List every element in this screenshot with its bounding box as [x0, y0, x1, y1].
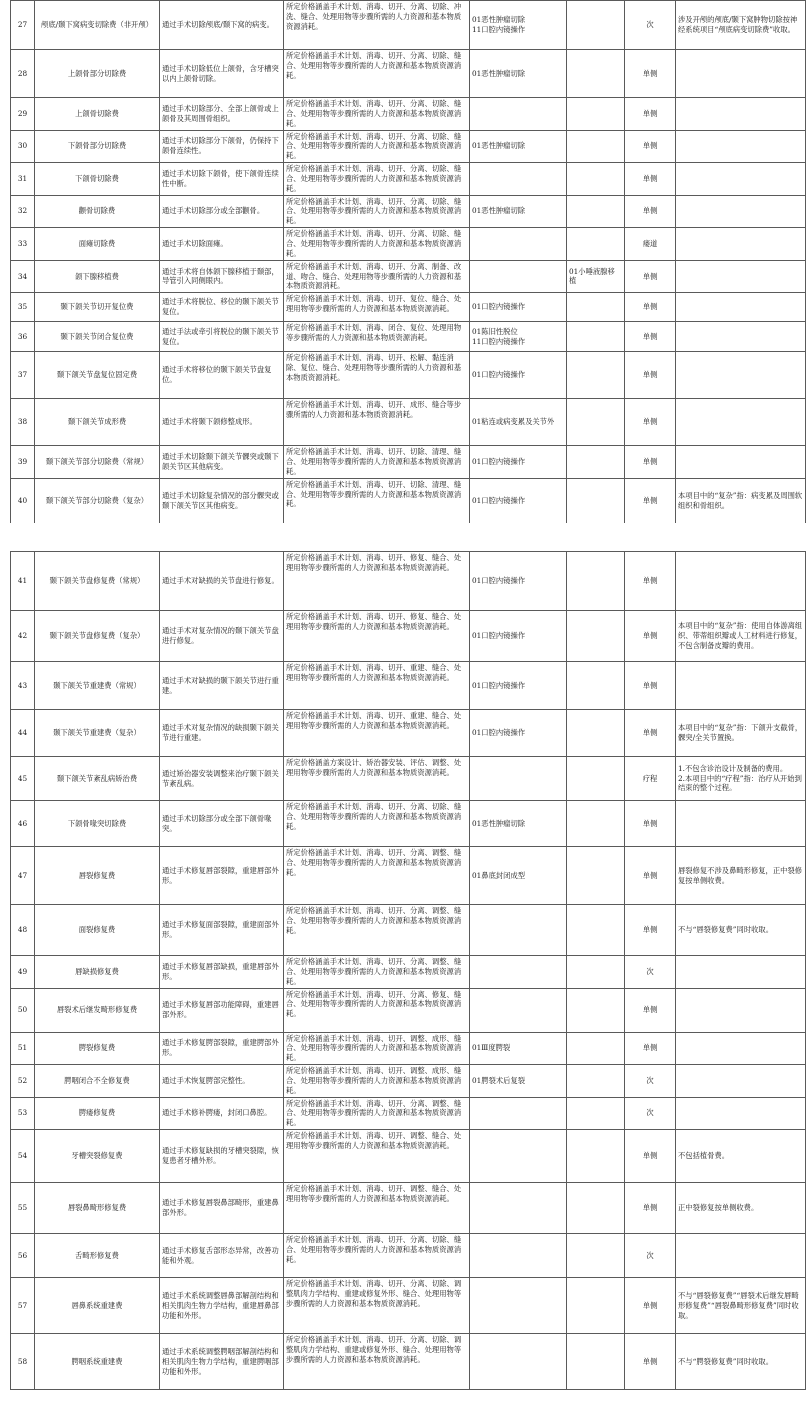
remarks [676, 1234, 806, 1278]
item-name: 颞下颌关节成形费 [35, 399, 160, 446]
item-description: 通过手术切除部分或全部下颌骨喙突。 [160, 801, 284, 847]
item-name: 颧骨切除费 [35, 195, 160, 228]
remarks: 不与“腭裂修复费”同时收取。 [676, 1334, 806, 1390]
remarks: 不与“唇裂修复费”同时收取。 [676, 905, 806, 956]
table-row [11, 988, 806, 1032]
billing-unit: 次 [625, 956, 676, 989]
row-number: 44 [11, 710, 35, 757]
extension-item-2 [567, 1, 625, 50]
item-description: 通过手术修复腭部裂隙，重建腭部外形。 [160, 1032, 284, 1065]
extension-item-2 [567, 1334, 625, 1390]
item-description: 通过手术修复唇部裂隙，重建唇部外形。 [160, 847, 284, 905]
extension-item-2 [567, 1065, 625, 1098]
billing-unit: 单侧 [625, 662, 676, 710]
extension-item-2 [567, 399, 625, 446]
row-number: 33 [11, 228, 35, 261]
row-number: 45 [11, 757, 35, 801]
extension-item-2 [567, 905, 625, 956]
billing-unit: 瘘道 [625, 228, 676, 261]
item-description: 通过手术对复杂情况的颞下颌关节盘进行修复。 [160, 611, 284, 662]
row-number: 29 [11, 98, 35, 131]
extension-item: 01恶性肿瘤切除 11口腔内镜操作 [470, 1, 567, 50]
remarks [676, 446, 806, 479]
item-description: 通过手术系统调整唇鼻部解剖结构和相关肌肉生物力学结构，重建唇鼻部功能和外形。 [160, 1278, 284, 1334]
table-row [11, 195, 806, 228]
price-content: 所定价格涵盖手术计划、消毒、切开、分离、调整、缝合、处理用物等步骤所需的人力资源和基本物质资源消耗。 [284, 956, 470, 989]
row-number: 46 [11, 801, 35, 847]
table-row [11, 611, 806, 662]
extension-item: 01口腔内镜操作 [470, 552, 567, 611]
item-description: 通过手术修复缺损的牙槽突裂隙，恢复患者牙槽外形。 [160, 1130, 284, 1183]
extension-item-2 [567, 1278, 625, 1334]
item-description: 通过手术修复舌部形态异常，改善功能和外观。 [160, 1234, 284, 1278]
extension-item-2 [567, 1130, 625, 1183]
billing-unit: 单侧 [625, 399, 676, 446]
remarks: 本项目中的“复杂”指：下颌升支截骨，髁突/全关节置换。 [676, 710, 806, 757]
item-name: 牙槽突裂修复费 [35, 1130, 160, 1183]
row-number: 39 [11, 446, 35, 479]
extension-item-2 [567, 478, 625, 524]
billing-unit: 单侧 [625, 710, 676, 757]
remarks: 正中裂修复按单侧收费。 [676, 1183, 806, 1234]
item-description: 通过手术修补腭瘘，封闭口鼻腔。 [160, 1097, 284, 1130]
row-number: 56 [11, 1234, 35, 1278]
billing-unit: 单侧 [625, 50, 676, 98]
remarks [676, 1065, 806, 1098]
price-content: 所定价格涵盖手术计划、消毒、切开、松解、黏连消除、复位、缝合、处理用物等步骤所需的人力资源和基本物质资源消耗。 [284, 352, 470, 399]
billing-unit: 单侧 [625, 988, 676, 1032]
price-content: 所定价格涵盖手术计划、消毒、切开、分离、切除、缝合、处理用物等步骤所需的人力资源和基本物质资源消耗。 [284, 1234, 470, 1278]
table-row [11, 956, 806, 989]
billing-unit: 单侧 [625, 1130, 676, 1183]
price-content: 所定价格涵盖手术计划、消毒、闭合、复位、处理用物等步骤所需的人力资源和基本物质资源消耗。 [284, 322, 470, 352]
remarks [676, 322, 806, 352]
item-name: 唇裂术后继发畸形修复费 [35, 988, 160, 1032]
billing-unit: 单侧 [625, 98, 676, 131]
item-description: 通过手术对缺损的关节盘进行修复。 [160, 552, 284, 611]
item-name: 腭裂修复费 [35, 1032, 160, 1065]
billing-unit: 单侧 [625, 195, 676, 228]
item-description: 通过手术对复杂情况的缺损颞下颌关节进行重建。 [160, 710, 284, 757]
extension-item-2 [567, 988, 625, 1032]
remarks [676, 956, 806, 989]
extension-item-2 [567, 352, 625, 399]
extension-item-2 [567, 446, 625, 479]
item-description: 通过手术切除面瘫。 [160, 228, 284, 261]
price-content: 所定价格涵盖手术计划、消毒、切开、分离、切除、缝合、处理用物等步骤所需的人力资源和基本物质资源消耗。 [284, 130, 470, 163]
remarks: 本项目中的“复杂”指：病变累及周围软组织和骨组织。 [676, 478, 806, 524]
remarks: 涉及开颅的颅底/颞下窝肿物切除按神经系统项目“颅底病变切除费”收取。 [676, 1, 806, 50]
price-content: 所定价格涵盖手术计划、消毒、切开、分离、切除、调整肌肉力学结构、重建或修复外形、缝合、处理用物等步骤所需的人力资源和基本物质资源消耗。 [284, 1278, 470, 1334]
row-number: 27 [11, 1, 35, 50]
extension-item: 01口腔内镜操作 [470, 662, 567, 710]
extension-item [470, 956, 567, 989]
table-row [11, 1334, 806, 1390]
item-name: 腭咽系统重建费 [35, 1334, 160, 1390]
item-description: 通过手术将脱位、移位的颞下颌关节复位。 [160, 293, 284, 322]
billing-unit: 单侧 [625, 478, 676, 524]
price-content: 所定价格涵盖手术计划、消毒、切开、分离、切除、缝合、处理用物等步骤所需的人力资源和基本物质资源消耗。 [284, 50, 470, 98]
price-content: 所定价格涵盖手术计划、消毒、切开、修复、缝合、处理用物等步骤所需的人力资源和基本物质资源消耗。 [284, 611, 470, 662]
fee-table-lower [10, 551, 806, 1390]
billing-unit: 单侧 [625, 611, 676, 662]
price-content: 所定价格涵盖手术计划、消毒、切开、切除、清理、缝合、处理用物等步骤所需的人力资源和基本物质资源消耗。 [284, 478, 470, 524]
extension-item-2 [567, 50, 625, 98]
billing-unit: 单侧 [625, 130, 676, 163]
price-content: 所定价格涵盖手术计划、消毒、切开、分离、切除、冲洗、缝合、处理用物等步骤所需的人力资源和基本物质资源消耗。 [284, 1, 470, 50]
item-name: 颞下颌关节重建费（常规） [35, 662, 160, 710]
billing-unit: 单侧 [625, 847, 676, 905]
billing-unit: 单侧 [625, 446, 676, 479]
row-number: 30 [11, 130, 35, 163]
remarks [676, 228, 806, 261]
item-description: 通过手术切除颅底/颞下窝的病变。 [160, 1, 284, 50]
item-description: 通过手术将颞下颌修整成形。 [160, 399, 284, 446]
row-number: 51 [11, 1032, 35, 1065]
price-content: 所定价格涵盖方案设计、矫治器安装、评估、调整、处理用物等步骤所需的人力资源和基本物质资源消耗。 [284, 757, 470, 801]
row-number: 42 [11, 611, 35, 662]
extension-item-2 [567, 228, 625, 261]
item-description: 通过手术切除部分或全部颧骨。 [160, 195, 284, 228]
extension-item [470, 1130, 567, 1183]
extension-item: 01陈旧性脱位 11口腔内镜操作 [470, 322, 567, 352]
price-content: 所定价格涵盖手术计划、消毒、切开、调整、成形、缝合、处理用物等步骤所需的人力资源和基本物质资源消耗。 [284, 1065, 470, 1098]
row-number: 41 [11, 552, 35, 611]
item-name: 颞下颌关节切开复位费 [35, 293, 160, 322]
remarks [676, 1032, 806, 1065]
price-content: 所定价格涵盖手术计划、消毒、切开、调整、成形、缝合、处理用物等步骤所需的人力资源和基本物质资源消耗。 [284, 1032, 470, 1065]
item-description: 通过矫治器安装调整来治疗颞下颌关节紊乱病。 [160, 757, 284, 801]
table-row [11, 352, 806, 399]
extension-item-2 [567, 1032, 625, 1065]
price-content: 所定价格涵盖手术计划、消毒、切开、切除、清理、缝合、处理用物等步骤所需的人力资源和基本物质资源消耗。 [284, 446, 470, 479]
remarks [676, 352, 806, 399]
extension-item-2 [567, 801, 625, 847]
extension-item [470, 905, 567, 956]
billing-unit: 次 [625, 1065, 676, 1098]
billing-unit: 次 [625, 1097, 676, 1130]
price-content: 所定价格涵盖手术计划、消毒、切开、复位、缝合、处理用物等步骤所需的人力资源和基本物质资源消耗。 [284, 293, 470, 322]
item-name: 唇裂鼻畸形修复费 [35, 1183, 160, 1234]
extension-item [470, 757, 567, 801]
item-description: 通过手术切除复杂情况的部分髁突或颞下颌关节区其他病变。 [160, 478, 284, 524]
extension-item: 01腭裂术后复裂 [470, 1065, 567, 1098]
remarks: 不与“唇裂修复费”“唇裂术后继发唇畸形修复费”“唇裂鼻畸形修复费”同时收取。 [676, 1278, 806, 1334]
price-content: 所定价格涵盖手术计划、消毒、切开、调整、缝合、处理用物等步骤所需的人力资源和基本物质资源消耗。 [284, 1183, 470, 1234]
row-number: 58 [11, 1334, 35, 1390]
table-row [11, 1183, 806, 1234]
price-content: 所定价格涵盖手术计划、消毒、切开、重建、缝合、处理用物等步骤所需的人力资源和基本物质资源消耗。 [284, 710, 470, 757]
table-row [11, 757, 806, 801]
price-content: 所定价格涵盖手术计划、消毒、切开、分离、切除、缝合、处理用物等步骤所需的人力资源和基本物质资源消耗。 [284, 163, 470, 196]
extension-item-2 [567, 195, 625, 228]
item-name: 下颌骨喙突切除费 [35, 801, 160, 847]
item-description: 通过手术修复唇裂鼻部畸形，重建鼻部外形。 [160, 1183, 284, 1234]
item-name: 颌下腺移植费 [35, 260, 160, 293]
row-number: 47 [11, 847, 35, 905]
extension-item [470, 1097, 567, 1130]
billing-unit: 单侧 [625, 352, 676, 399]
remarks [676, 662, 806, 710]
item-description: 通过手术切除低位上颌骨，含牙槽突以内上颌骨切除。 [160, 50, 284, 98]
item-description: 通过手术对缺损的颞下颌关节进行重建。 [160, 662, 284, 710]
remarks [676, 50, 806, 98]
table-row [11, 260, 806, 293]
item-description: 通过手术系统调整腭咽部解剖结构和相关肌肉生物力学结构，重建腭咽部功能和外形。 [160, 1334, 284, 1390]
remarks [676, 801, 806, 847]
table-row [11, 905, 806, 956]
item-name: 颅底/颞下窝病变切除费（非开颅） [35, 1, 160, 50]
remarks [676, 293, 806, 322]
table-row [11, 1032, 806, 1065]
item-name: 颞下颌关节盘复位固定费 [35, 352, 160, 399]
extension-item: 01恶性肿瘤切除 [470, 50, 567, 98]
extension-item-2 [567, 163, 625, 196]
table-row [11, 552, 806, 611]
row-number: 54 [11, 1130, 35, 1183]
item-name: 唇缺损修复费 [35, 956, 160, 989]
extension-item: 01口腔内镜操作 [470, 710, 567, 757]
item-name: 唇鼻系统重建费 [35, 1278, 160, 1334]
extension-item-2 [567, 322, 625, 352]
item-description: 通过手法或牵引将脱位的颞下颌关节复位。 [160, 322, 284, 352]
table-row [11, 399, 806, 446]
extension-item-2 [567, 98, 625, 131]
extension-item-2 [567, 710, 625, 757]
row-number: 52 [11, 1065, 35, 1098]
billing-unit: 疗程 [625, 757, 676, 801]
extension-item: 01粘连或病变累及关节外 [470, 399, 567, 446]
billing-unit: 单侧 [625, 1334, 676, 1390]
extension-item [470, 1278, 567, 1334]
row-number: 48 [11, 905, 35, 956]
table-row [11, 1097, 806, 1130]
extension-item [470, 163, 567, 196]
item-description: 通过手术切除颞下颌关节髁突或颞下颌关节区其他病变。 [160, 446, 284, 479]
extension-item [470, 1183, 567, 1234]
item-name: 唇裂修复费 [35, 847, 160, 905]
item-name: 下颌骨部分切除费 [35, 130, 160, 163]
row-number: 38 [11, 399, 35, 446]
remarks: 不包括植骨费。 [676, 1130, 806, 1183]
row-number: 57 [11, 1278, 35, 1334]
remarks [676, 130, 806, 163]
table-row [11, 1, 806, 50]
row-number: 53 [11, 1097, 35, 1130]
billing-unit: 次 [625, 1234, 676, 1278]
extension-item-2 [567, 1097, 625, 1130]
table-row [11, 50, 806, 98]
row-number: 49 [11, 956, 35, 989]
row-number: 31 [11, 163, 35, 196]
remarks [676, 399, 806, 446]
table-row [11, 163, 806, 196]
table-row [11, 478, 806, 524]
item-description: 通过手术恢复腭部完整性。 [160, 1065, 284, 1098]
extension-item-2: 01小唾液腺移植 [567, 260, 625, 293]
page-break [0, 523, 809, 551]
row-number: 43 [11, 662, 35, 710]
price-content: 所定价格涵盖手术计划、消毒、切开、分离、修复、缝合、处理用物等步骤所需的人力资源和基本物质资源消耗。 [284, 988, 470, 1032]
extension-item: 01口腔内镜操作 [470, 478, 567, 524]
price-content: 所定价格涵盖手术计划、消毒、切开、重建、缝合、处理用物等步骤所需的人力资源和基本物质资源消耗。 [284, 662, 470, 710]
row-number: 37 [11, 352, 35, 399]
row-number: 35 [11, 293, 35, 322]
table-row [11, 228, 806, 261]
table-row [11, 662, 806, 710]
price-content: 所定价格涵盖手术计划、消毒、切开、分离、调整、缝合、处理用物等步骤所需的人力资源和基本物质资源消耗。 [284, 1097, 470, 1130]
fee-table-upper [10, 0, 806, 525]
billing-unit: 单侧 [625, 322, 676, 352]
row-number: 55 [11, 1183, 35, 1234]
remarks: 本项目中的“复杂”指：使用自体游离组织、带蒂组织瓣或人工材料进行修复，不包含制备皮瓣的费用。 [676, 611, 806, 662]
item-name: 舌畸形修复费 [35, 1234, 160, 1278]
price-content: 所定价格涵盖手术计划、消毒、切开、分离、切除、缝合、处理用物等步骤所需的人力资源和基本物质资源消耗。 [284, 195, 470, 228]
extension-item-2 [567, 1183, 625, 1234]
item-name: 颞下颌关节部分切除费（复杂） [35, 478, 160, 524]
price-content: 所定价格涵盖手术计划、消毒、切开、调整、缝合、处理用物等步骤所需的人力资源和基本物质资源消耗。 [284, 1130, 470, 1183]
item-description: 通过手术将自体颌下腺移植于颞部，导管引入同侧眼内。 [160, 260, 284, 293]
extension-item: 01Ⅲ度腭裂 [470, 1032, 567, 1065]
item-description: 通过手术将移位的颞下颌关节盘复位。 [160, 352, 284, 399]
price-content: 所定价格涵盖手术计划、消毒、切开、修复、缝合、处理用物等步骤所需的人力资源和基本物质资源消耗。 [284, 552, 470, 611]
item-name: 颞下颌关节重建费（复杂） [35, 710, 160, 757]
billing-unit: 单侧 [625, 801, 676, 847]
table-row [11, 98, 806, 131]
billing-unit: 单侧 [625, 293, 676, 322]
extension-item: 01口腔内镜操作 [470, 352, 567, 399]
item-name: 颞下颌关节闭合复位费 [35, 322, 160, 352]
extension-item: 01口腔内镜操作 [470, 293, 567, 322]
extension-item [470, 988, 567, 1032]
item-name: 腭瘘修复费 [35, 1097, 160, 1130]
row-number: 36 [11, 322, 35, 352]
table-row [11, 1234, 806, 1278]
extension-item [470, 1234, 567, 1278]
extension-item: 01恶性肿瘤切除 [470, 195, 567, 228]
price-content: 所定价格涵盖手术计划、消毒、切开、分离、切除、缝合、处理用物等步骤所需的人力资源和基本物质资源消耗。 [284, 801, 470, 847]
extension-item [470, 260, 567, 293]
extension-item-2 [567, 662, 625, 710]
table-row [11, 1278, 806, 1334]
item-name: 上颌骨部分切除费 [35, 50, 160, 98]
price-content: 所定价格涵盖手术计划、消毒、切开、分离、切除、缝合、处理用物等步骤所需的人力资源和基本物质资源消耗。 [284, 98, 470, 131]
row-number: 28 [11, 50, 35, 98]
billing-unit: 次 [625, 1, 676, 50]
extension-item-2 [567, 956, 625, 989]
extension-item-2 [567, 1234, 625, 1278]
table-row [11, 130, 806, 163]
table-row [11, 293, 806, 322]
billing-unit: 单侧 [625, 163, 676, 196]
table-row [11, 322, 806, 352]
price-content: 所定价格涵盖手术计划、消毒、切开、成形、缝合等步骤所需的人力资源和基本物质资源消耗。 [284, 399, 470, 446]
item-name: 颞下颌关节盘修复费（复杂） [35, 611, 160, 662]
remarks [676, 1097, 806, 1130]
billing-unit: 单侧 [625, 905, 676, 956]
table-row [11, 847, 806, 905]
table-row [11, 710, 806, 757]
table-row [11, 801, 806, 847]
remarks [676, 163, 806, 196]
extension-item: 01口腔内镜操作 [470, 446, 567, 479]
row-number: 34 [11, 260, 35, 293]
extension-item [470, 98, 567, 131]
item-description: 通过手术修复唇部缺损，重建唇部外形。 [160, 956, 284, 989]
extension-item-2 [567, 611, 625, 662]
item-name: 面瘫切除费 [35, 228, 160, 261]
extension-item-2 [567, 847, 625, 905]
item-name: 下颌骨切除费 [35, 163, 160, 196]
item-name: 面裂修复费 [35, 905, 160, 956]
extension-item-2 [567, 130, 625, 163]
item-description: 通过手术修复唇部功能障碍，重建唇部外形。 [160, 988, 284, 1032]
remarks [676, 988, 806, 1032]
billing-unit: 单侧 [625, 1032, 676, 1065]
item-description: 通过手术切除部分、全部上颌骨或上颌骨及其周围骨组织。 [160, 98, 284, 131]
remarks [676, 195, 806, 228]
price-content: 所定价格涵盖手术计划、消毒、切开、分离、调整、缝合、处理用物等步骤所需的人力资源和基本物质资源消耗。 [284, 905, 470, 956]
extension-item [470, 228, 567, 261]
remarks [676, 552, 806, 611]
table-row [11, 1130, 806, 1183]
remarks [676, 98, 806, 131]
billing-unit: 单侧 [625, 552, 676, 611]
remarks: 1.不包含诊治设计及制备的费用。 2.本项目中的“疗程”指：治疗从开始到结束的整个过程。 [676, 757, 806, 801]
row-number: 40 [11, 478, 35, 524]
extension-item: 01口腔内镜操作 [470, 611, 567, 662]
price-content: 所定价格涵盖手术计划、消毒、切开、分离、切除、调整肌肉力学结构、重建或修复外形、缝合、处理用物等步骤所需的人力资源和基本物质资源消耗。 [284, 1334, 470, 1390]
item-name: 上颌骨切除费 [35, 98, 160, 131]
extension-item-2 [567, 293, 625, 322]
item-description: 通过手术切除下颌骨，使下颌骨连续性中断。 [160, 163, 284, 196]
item-name: 颞下颌关节部分切除费（常规） [35, 446, 160, 479]
billing-unit: 单侧 [625, 260, 676, 293]
item-description: 通过手术修复面部裂隙，重建面部外形。 [160, 905, 284, 956]
extension-item: 01恶性肿瘤切除 [470, 130, 567, 163]
extension-item: 01鼻底封闭成型 [470, 847, 567, 905]
table-row [11, 446, 806, 479]
remarks: 唇裂修复不涉及鼻畸形修复，正中裂修复按单侧收费。 [676, 847, 806, 905]
price-content: 所定价格涵盖手术计划、消毒、切开、分离、调整、缝合、处理用物等步骤所需的人力资源和基本物质资源消耗。 [284, 847, 470, 905]
row-number: 32 [11, 195, 35, 228]
extension-item-2 [567, 757, 625, 801]
item-description: 通过手术切除部分下颌骨，仍保持下颌骨连续性。 [160, 130, 284, 163]
item-name: 颞下颌关节紊乱病矫治费 [35, 757, 160, 801]
extension-item [470, 1334, 567, 1390]
row-number: 50 [11, 988, 35, 1032]
billing-unit: 单侧 [625, 1278, 676, 1334]
item-name: 腭咽闭合不全修复费 [35, 1065, 160, 1098]
extension-item: 01恶性肿瘤切除 [470, 801, 567, 847]
table-row [11, 1065, 806, 1098]
remarks [676, 260, 806, 293]
price-content: 所定价格涵盖手术计划、消毒、切开、分离、切除、缝合、处理用物等步骤所需的人力资源和基本物质资源消耗。 [284, 228, 470, 261]
item-name: 颞下颌关节盘修复费（常规） [35, 552, 160, 611]
extension-item-2 [567, 552, 625, 611]
billing-unit: 单侧 [625, 1183, 676, 1234]
price-content: 所定价格涵盖手术计划、消毒、切开、分离、制备、改道、吻合、缝合、处理用物等步骤所需的人力资源和基本物质资源消耗。 [284, 260, 470, 293]
